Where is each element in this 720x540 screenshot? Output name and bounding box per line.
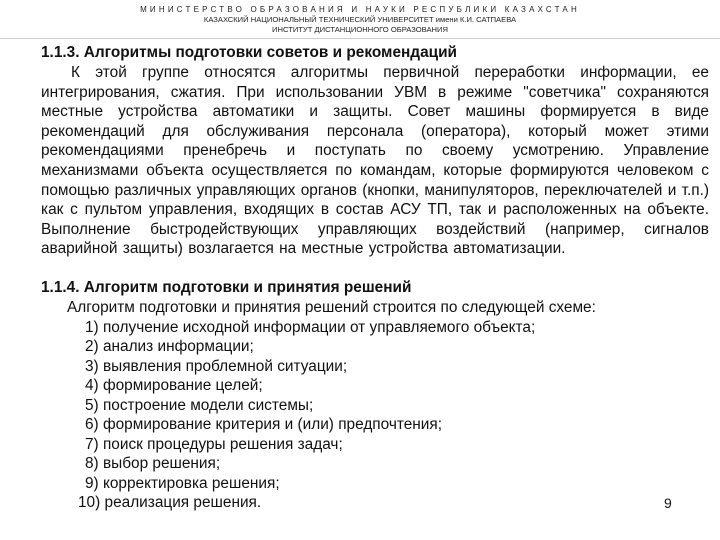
algorithm-steps-list — [41, 318, 709, 513]
university-name: КАЗАХСКИЙ НАЦИОНАЛЬНЫЙ ТЕХНИЧЕСКИЙ УНИВЕРСИТЕТ имени К.И. САТПАЕВА — [203, 15, 517, 24]
document-body — [41, 40, 709, 513]
section-1-paragraph: К этой группе относятся алгоритмы первичной переработки информации, ее интегрирования, сжатия. При использовании УВМ в режиме "советчика" сохраняются местные устройства автоматики и защиты. Совет машины формируется в виде рекомендаций для обслуживания персонала (оператора), который может этими рекомендациями пренебречь и поступать по своему усмотрению. Управление механизмами объекта осуществляется по командам, которые формируются человеком с помощью различных управляющих органов (кнопки, манипуляторов, переключателей и т.п.) как с пультом управления, входящих в состав АСУ ТП, так и расположенных на объекте. Выполнение быстродействующих управляющих воздействий (например, сигналов аварийной защиты) возлагается на местные устройства автоматизации. — [41, 64, 709, 258]
list-item: 2) анализ информации; — [85, 338, 254, 356]
header-divider — [0, 38, 720, 39]
list-item: 5) построение модели системы; — [85, 396, 314, 414]
list-item: 3) выявления проблемной ситуации; — [85, 357, 348, 375]
list-item: 7) поиск процедуры решения задач; — [85, 435, 343, 453]
section-1-title: 1.1.3. Алгоритмы подготовки советов и рекомендаций — [41, 44, 458, 61]
ministry-title: МИНИСТЕРСТВО ОБРАЗОВАНИЯ И НАУКИ РЕСПУБЛИКИ КАЗАХСТАН — [140, 5, 580, 14]
page-header — [0, 4, 720, 35]
institute-name: ИНСТИТУТ ДИСТАНЦИОННОГО ОБРАЗОВАНИЯ — [272, 25, 448, 34]
list-item: 1) получение исходной информации от управляемого объекта; — [85, 318, 536, 336]
section-2-intro: Алгоритм подготовки и принятия решений строится по следующей схеме: — [67, 298, 596, 316]
list-item: 10) реализация решения. — [78, 494, 262, 512]
section-2-title: 1.1.4. Алгоритм подготовки и принятия решений — [41, 278, 412, 296]
list-item: 9) корректировка решения; — [85, 474, 280, 492]
page-number: 9 — [664, 495, 672, 511]
list-item: 8) выбор решения; — [85, 455, 221, 473]
list-item: 6) формирование критерия и (или) предпочтения; — [85, 416, 443, 434]
list-item: 4) формирование целей; — [85, 377, 263, 395]
